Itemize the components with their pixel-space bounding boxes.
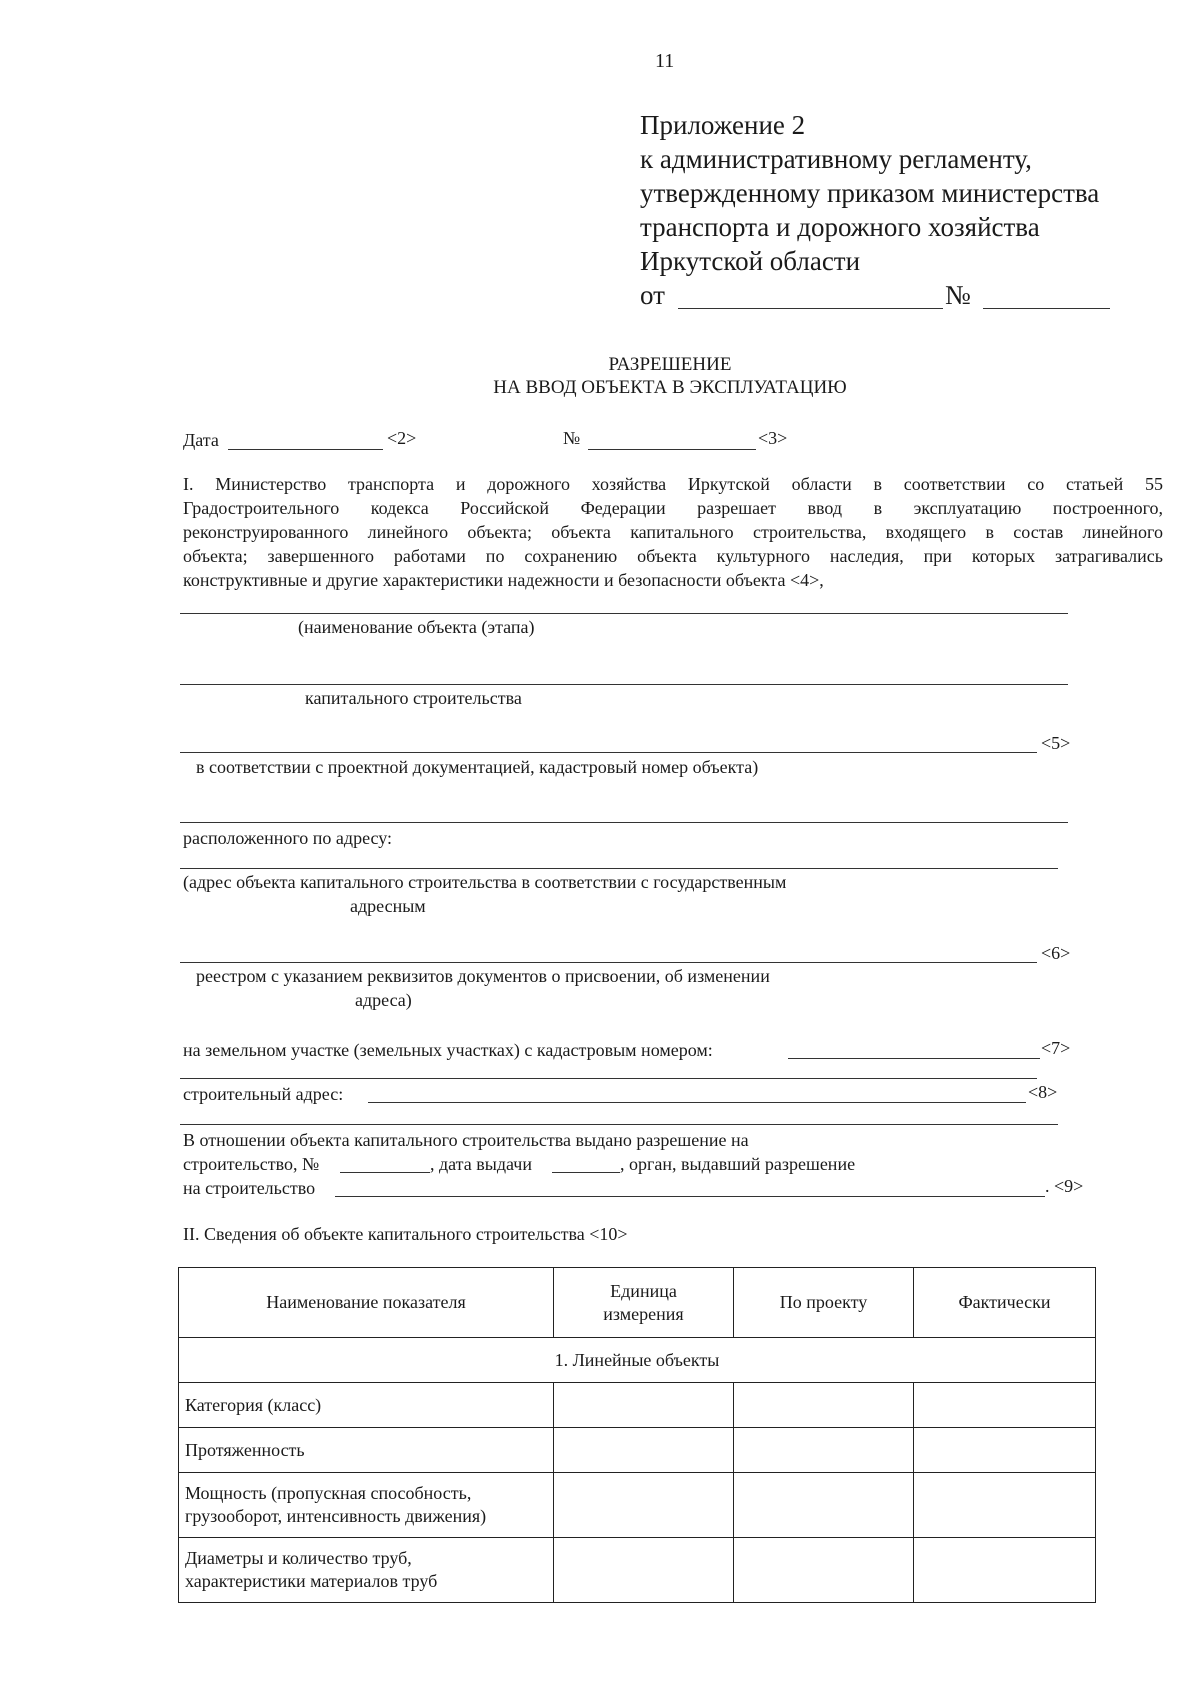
build-address-extra-blank [180,1124,1058,1125]
appendix-line-1: Приложение 2 [640,110,806,140]
permit-num-label: № [563,428,581,448]
date-ref: <2> [387,428,417,448]
capital-blank [180,684,1068,685]
permit-number-blank [340,1172,430,1173]
appendix-line-4: транспорта и дорожного хозяйства [640,212,1040,242]
row-label: Протяженность [179,1428,554,1473]
appendix-date-blank [678,308,943,309]
appendix-line-5: Иркутской области [640,246,861,276]
permit-num-blank [588,449,756,450]
cell-actual [914,1538,1096,1603]
row-label [179,1473,554,1538]
header-unit [554,1268,734,1338]
row-label [179,1538,554,1603]
cell-actual [914,1383,1096,1428]
project-caption: в соответствии с проектной документацией, кадастровый номер объекта) [196,757,759,777]
appendix-from-label: от [640,280,665,310]
appendix-line-2: к административному регламенту, [640,144,1032,174]
build-address-label: строительный адрес: [183,1084,344,1104]
object-name-blank [180,613,1068,614]
address-caption-2: адресным [350,896,426,916]
permit-line-2b: , дата выдачи [430,1154,532,1174]
object-name-caption: (наименование объекта (этапа) [298,617,535,637]
appendix-num-blank [983,308,1110,309]
cell-project [734,1428,914,1473]
indicators-table [178,1267,1096,1603]
ref-5: <5> [1041,733,1071,753]
land-cadastral-blank [788,1058,1040,1059]
address-label: расположенного по адресу: [183,828,393,848]
cell-actual [914,1473,1096,1538]
date-label: Дата [183,430,219,450]
table-row [179,1473,1096,1538]
ref-8: <8> [1028,1082,1058,1102]
doc-title-line-2: НА ВВОД ОБЪЕКТА В ЭКСПЛУАТАЦИЮ [493,377,847,398]
table-section-row [179,1338,1096,1383]
permit-num-ref: <3> [758,428,788,448]
land-label: на земельном участке (земельных участках) с кадастровым номером: [183,1040,713,1060]
row-label-line: грузооборот, интенсивность движения) [185,1506,487,1526]
section-linear-objects: 1. Линейные объекты [179,1338,1096,1383]
ref-9: . <9> [1045,1176,1084,1196]
paragraph-line: Градостроительного кодекса Российской Федерации разрешает ввод в эксплуатацию построенного, [183,498,1163,518]
cell-unit [554,1473,734,1538]
registry-caption-1: реестром с указанием реквизитов документов о присвоении, об изменении [196,966,770,986]
address-blank-1 [180,822,1068,823]
row-label-line: Мощность (пропускная способность, [185,1483,472,1503]
paragraph-line: I. Министерство транспорта и дорожного хозяйства Иркутской области в соответствии со статьей 55 [183,474,1163,494]
header-unit-line: измерения [603,1303,684,1324]
cell-actual [914,1428,1096,1473]
paragraph-line: объекта; завершенного работами по сохранению объекта культурного наследия, при которых затрагивались [183,546,1163,566]
appendix-num-label: № [945,280,971,310]
permit-date-blank [552,1172,620,1173]
date-blank [228,449,383,450]
header-by-project: По проекту [734,1268,914,1338]
land-extra-blank [180,1078,1037,1079]
row-label: Категория (класс) [179,1383,554,1428]
header-unit-line: Единица [610,1280,677,1301]
cell-unit [554,1383,734,1428]
cell-project [734,1473,914,1538]
address-caption-1: (адрес объекта капитального строительства в соответствии с государственным [183,872,787,892]
row-label-line: характеристики материалов труб [185,1571,438,1591]
permit-line-3: на строительство [183,1178,316,1198]
ref-6: <6> [1041,943,1071,963]
header-actual: Фактически [914,1268,1096,1338]
registry-caption-2: адреса) [355,990,412,1010]
address-blank-2 [180,868,1058,869]
section1-paragraph [183,472,1163,592]
section2-title: II. Сведения об объекте капитального строительства <10> [183,1224,628,1244]
project-blank [180,752,1037,753]
appendix-line-3: утвержденному приказом министерства [640,178,1100,208]
paragraph-line: реконструированного линейного объекта; объекта капитального строительства, входящего в состав линейного [183,522,1163,542]
build-address-blank [368,1102,1026,1103]
cell-unit [554,1538,734,1603]
table-row [179,1428,1096,1473]
table-header-row [179,1268,1096,1338]
paragraph-line: конструктивные и другие характеристики надежности и безопасности объекта <4>, [183,570,824,590]
permit-authority-blank [335,1196,1045,1197]
row-label-line: Диаметры и количество труб, [185,1548,412,1568]
permit-line-2c: , орган, выдавший разрешение [620,1154,856,1174]
ref-7: <7> [1041,1038,1071,1058]
capital-caption: капитального строительства [305,688,522,708]
cell-project [734,1383,914,1428]
cell-unit [554,1428,734,1473]
doc-title-line-1: РАЗРЕШЕНИЕ [608,354,732,375]
permit-line-2a: строительство, № [183,1154,320,1174]
permit-line-1: В отношении объекта капитального строительства выдано разрешение на [183,1130,749,1150]
cell-project [734,1538,914,1603]
header-indicator-name: Наименование показателя [179,1268,554,1338]
table-row [179,1538,1096,1603]
registry-blank [180,962,1037,963]
page-number: 11 [655,50,675,72]
table-row [179,1383,1096,1428]
